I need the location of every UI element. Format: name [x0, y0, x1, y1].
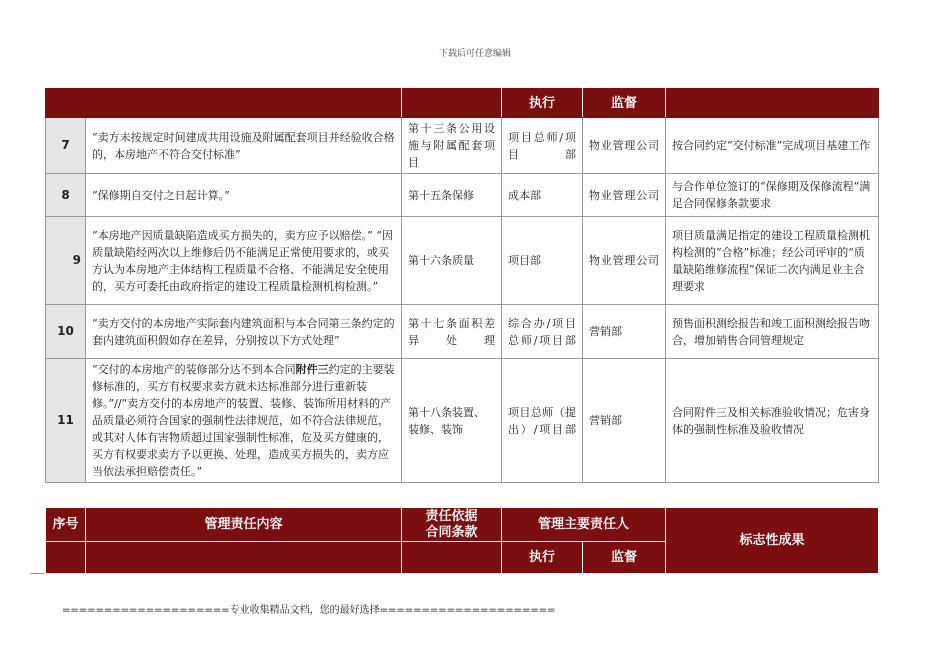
row-number: 9	[46, 217, 86, 305]
responsibility-table	[45, 88, 879, 483]
header-owner: 管理主要责任人	[502, 508, 666, 542]
header-content-blank	[86, 542, 402, 574]
row-result: 与合作单位签订的“保修期及保修流程”满足合同保修条款要求	[666, 174, 879, 217]
table-header-row	[46, 89, 879, 118]
divider	[30, 573, 45, 574]
header-result: 标志性成果	[666, 508, 879, 574]
attachment-three-highlight: 附件三	[295, 363, 329, 376]
row-clause: 第十五条保修	[402, 174, 502, 217]
row-clause: 第十八条装置、装修、装饰	[402, 359, 502, 483]
header-seq-blank	[46, 542, 86, 574]
header-exec: 执行	[502, 542, 583, 574]
header-supervise: 监督	[583, 89, 666, 118]
row-supervise: 物业管理公司	[583, 217, 666, 305]
row-number: 7	[46, 118, 86, 174]
row-supervise: 物业管理公司	[583, 174, 666, 217]
table-row	[46, 217, 879, 305]
row-exec: 综合办/项目总师/项目部	[502, 305, 583, 359]
row-content: “保修期自交付之日起计算。”	[86, 174, 402, 217]
row-clause: 第十六条质量	[402, 217, 502, 305]
row-supervise: 营销部	[583, 359, 666, 483]
row-number: 8	[46, 174, 86, 217]
row-number: 10	[46, 305, 86, 359]
header-clause-cell	[402, 89, 502, 118]
header-exec: 执行	[502, 89, 583, 118]
row-result: 项目质量满足指定的建设工程质量检测机构检测的“合格”标准；经公司评审的“质量缺陷维修流程”保证二次内满足业主合理要求	[666, 217, 879, 305]
header-content-cell	[86, 89, 402, 118]
row-exec: 项目总师（提出）/项目部	[502, 359, 583, 483]
row-result: 合同附件三及相关标准验收情况；危害身体的强制性标准及验收情况	[666, 359, 879, 483]
row-content: “交付的本房地产的装修部分达不到本合同附件三约定的主要装修标准的，买方有权要求卖方就未达标准部分进行重新装修。”//“卖方交付的本房地产的装置、装修、装饰所用材料的产品质量必须符合国家的强制性法律规范，如不符合法律规范，或其对人体有害物质超过国家强制性标准，危及买方健康的，买方有权要求卖方予以更换、处理，造成买方损失的，卖方应当依法承担赔偿责任。”	[86, 359, 402, 483]
header-seq: 序号	[46, 508, 86, 542]
row-content: “卖方交付的本房地产实际套内建筑面积与本合同第三条约定的套内建筑面积假如存在差异，分别按以下方式处理”	[86, 305, 402, 359]
header-result-cell	[666, 89, 879, 118]
row-exec: 成本部	[502, 174, 583, 217]
table-row	[46, 118, 879, 174]
row-result: 预售面积测绘报告和竣工面积测绘报告吻合，增加销售合同管理规定	[666, 305, 879, 359]
row-exec: 项目部	[502, 217, 583, 305]
table-row	[46, 359, 879, 483]
header-content: 管理责任内容	[86, 508, 402, 542]
table-row	[46, 305, 879, 359]
row-clause: 第十三条公用设施与附属配套项目	[402, 118, 502, 174]
top-note: 下载后可任意编辑	[438, 49, 511, 59]
row-result: 按合同约定“交付标准”完成项目基建工作	[666, 118, 879, 174]
row-number: 11	[46, 359, 86, 483]
row-content: “本房地产因质量缺陷造成买方损失的，卖方应予以赔偿。” “因质量缺陷经两次以上维修后仍不能满足正常使用要求的，或买方认为本房地产主体结构工程质量不合格、不能满足安全使用的，买方可委托由政府指定的建设工程质量检测机构检测。”	[86, 217, 402, 305]
header-basis-blank	[402, 542, 502, 574]
header-row-top	[46, 508, 879, 542]
next-page-table-header	[45, 507, 879, 574]
header-basis: 责任依据 合同条款	[402, 508, 502, 542]
header-supervise: 监督	[583, 542, 666, 574]
row-clause: 第十七条面积差异处理	[402, 305, 502, 359]
header-seq-cell	[46, 89, 86, 118]
footer-note: ====================专业收集精品文档，您的最好选择=====================	[62, 605, 556, 616]
row-supervise: 物业管理公司	[583, 118, 666, 174]
row-exec: 项目总师/项目部	[502, 118, 583, 174]
row-content: “卖方未按规定时间建成共用设施及附属配套项目并经验收合格的，本房地产不符合交付标准”	[86, 118, 402, 174]
table-row	[46, 174, 879, 217]
row-supervise: 营销部	[583, 305, 666, 359]
